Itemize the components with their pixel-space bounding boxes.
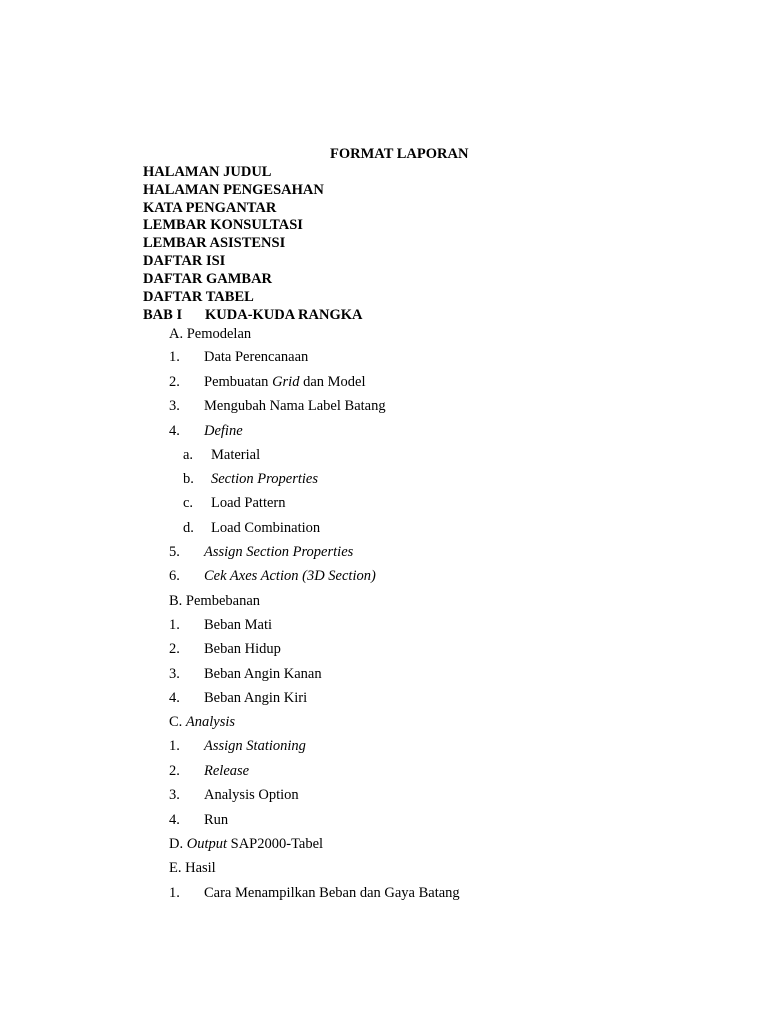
item-text-post: dan Model [299,374,366,390]
item-number: 1. [169,617,180,633]
item-text: Beban Mati [204,617,273,633]
item-text: Define [204,423,243,439]
heading-lembar-konsultasi: LEMBAR KONSULTASI [143,217,303,233]
item-text: Cek Axes Action (3D Section) [204,568,376,584]
item-number: 5. [169,544,180,560]
subitem-letter: d. [183,520,194,536]
section-b-label: B. Pembebanan [169,593,261,609]
item-number: 3. [169,398,180,414]
item-number: 1. [169,885,180,901]
item-text: Beban Hidup [204,641,281,657]
heading-daftar-gambar: DAFTAR GAMBAR [143,271,273,287]
subitem-text: Section Properties [211,471,318,487]
section-d-italic: Output [186,836,228,852]
item-number: 4. [169,423,180,439]
item-number: 2. [169,641,180,657]
subitem-letter: a. [183,447,194,463]
item-text: Cara Menampilkan Beban dan Gaya Batang [204,885,460,901]
subitem-letter: b. [183,471,194,487]
section-c-label [169,714,235,731]
item-text [204,374,366,391]
item-number: 3. [169,787,180,803]
item-number: 4. [169,812,180,828]
heading-kata-pengantar: KATA PENGANTAR [143,200,277,216]
heading-daftar-tabel: DAFTAR TABEL [143,289,254,305]
item-text-pre: Pembuatan [204,374,273,390]
heading-bab-1 [143,307,362,324]
subitem-text: Load Combination [211,520,321,536]
subitem-letter: c. [183,495,194,511]
item-text: Assign Section Properties [204,544,354,560]
subitem-text: Material [211,447,261,463]
item-text: Analysis Option [204,787,299,803]
item-text: Assign Stationing [204,738,306,754]
item-text: Beban Angin Kanan [204,666,322,682]
item-number: 1. [169,738,180,754]
item-number: 2. [169,374,180,390]
item-text: Run [204,812,229,828]
section-e-label: E. Hasil [169,860,216,876]
heading-halaman-judul: HALAMAN JUDUL [143,164,272,180]
section-d-prefix: D. [169,836,187,852]
section-d-label [169,836,323,853]
document-title: FORMAT LAPORAN [330,146,469,162]
item-text-italic: Grid [272,374,300,390]
section-d-suffix: SAP2000-Tabel [227,836,324,852]
heading-lembar-asistensi: LEMBAR ASISTENSI [143,235,286,251]
bab-title: KUDA-KUDA RANGKA [205,307,363,323]
item-number: 6. [169,568,180,584]
subitem-text: Load Pattern [211,495,286,511]
item-number: 4. [169,690,180,706]
item-number: 3. [169,666,180,682]
item-text: Beban Angin Kiri [204,690,308,706]
heading-halaman-pengesahan: HALAMAN PENGESAHAN [143,182,324,198]
item-number: 1. [169,349,180,365]
item-text: Data Perencanaan [204,349,309,365]
section-c-prefix: C. [169,714,186,730]
bab-number: BAB I [143,307,183,323]
section-a-label: A. Pemodelan [169,326,252,342]
item-number: 2. [169,763,180,779]
heading-daftar-isi: DAFTAR ISI [143,253,226,269]
section-c-title: Analysis [185,714,236,730]
item-text: Mengubah Nama Label Batang [204,398,386,414]
item-text: Release [204,763,250,779]
